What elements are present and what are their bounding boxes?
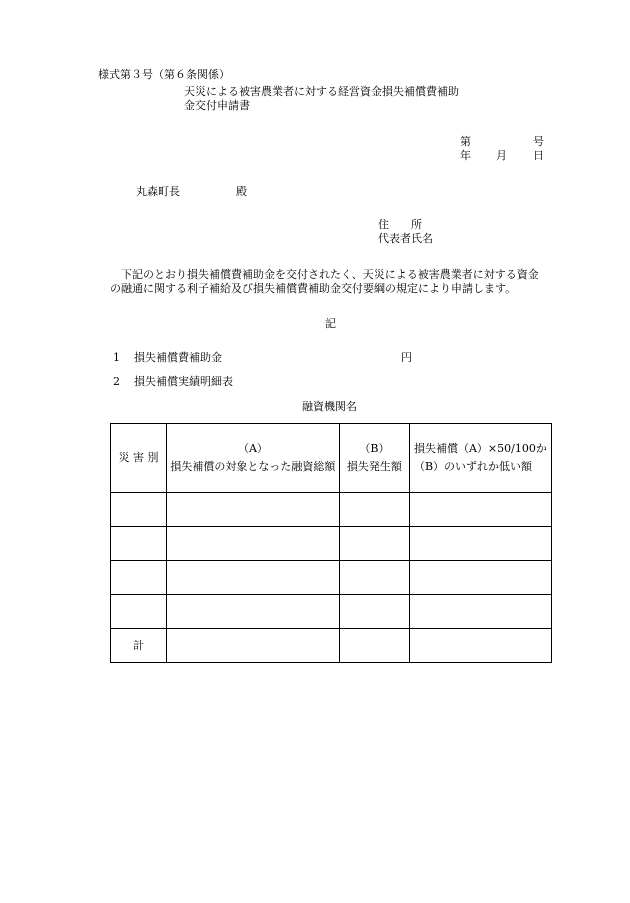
table-cell [167,561,340,595]
date-year: 年 [460,149,471,162]
doc-no-dai: 第 [460,135,471,148]
item1-label: 損失補償費補助金 [134,351,222,364]
date-day: 日 [533,149,544,162]
table-cell [409,527,551,561]
table-cell [339,493,409,527]
applicant-rep-name-label: 代表者氏名 [378,232,433,245]
table-cell [167,629,340,663]
item2-label: 損失補償実績明細表 [134,375,233,388]
item1-unit: 円 [401,351,412,364]
table-cell [167,493,340,527]
table-header-row [111,424,552,493]
table-cell [409,493,551,527]
table-cell [339,595,409,629]
table-cell [409,561,551,595]
header-loss-amount [339,424,409,493]
doc-no-go: 号 [533,135,544,148]
table-cell [111,493,167,527]
header-disaster-type: 災 害 別 [111,424,167,493]
table-cell [409,595,551,629]
table-cell [111,561,167,595]
table-cell [111,527,167,561]
table-cell [111,595,167,629]
applicant-address-label: 住 所 [378,218,422,231]
table-row [111,527,552,561]
table-cell [167,527,340,561]
table-cell [167,595,340,629]
table-cell [409,629,551,663]
table-cell [339,629,409,663]
document-title-line2: 金交付申請書 [184,99,250,112]
header-loan-total-label: 損失補償の対象となった融資総額 [170,460,336,473]
header-compensation-line2: （B）のいずれか低い額 [413,460,533,473]
table-total-row [111,629,552,663]
document-title-line1: 天災による被害農業者に対する経営資金損失補償費補助 [184,85,459,98]
header-loan-total [167,424,340,493]
body-text-line1: 下記のとおり損失補償費補助金を交付されたく、天災による被害農業者に対する資金 [121,268,539,281]
header-loss-amount-label-b: （B） [359,442,390,455]
date-month: 月 [496,149,507,162]
addressee-name: 丸森町長 [136,185,180,198]
total-label: 計 [111,629,167,663]
header-loss-amount-label: 損失発生額 [346,460,402,473]
header-compensation-line1: 損失補償（A）×50/100か [413,442,547,455]
table-caption: 融資機関名 [302,400,357,413]
table-row [111,561,552,595]
addressee-honorific: 殿 [236,185,247,198]
ki-heading: 記 [325,317,336,330]
header-compensation-amount [409,424,551,493]
table-cell [339,561,409,595]
table-row [111,493,552,527]
loss-compensation-table [110,423,552,663]
item2-number: 2 [113,375,120,388]
body-text-line2: の融通に関する利子補給及び損失補償費補助金交付要綱の規定により申請します。 [110,282,517,295]
table-cell [339,527,409,561]
item1-number: 1 [113,351,120,364]
form-number: 様式第３号（第６条関係） [98,68,230,81]
header-loan-total-label-a: （A） [237,442,268,455]
table-row [111,595,552,629]
